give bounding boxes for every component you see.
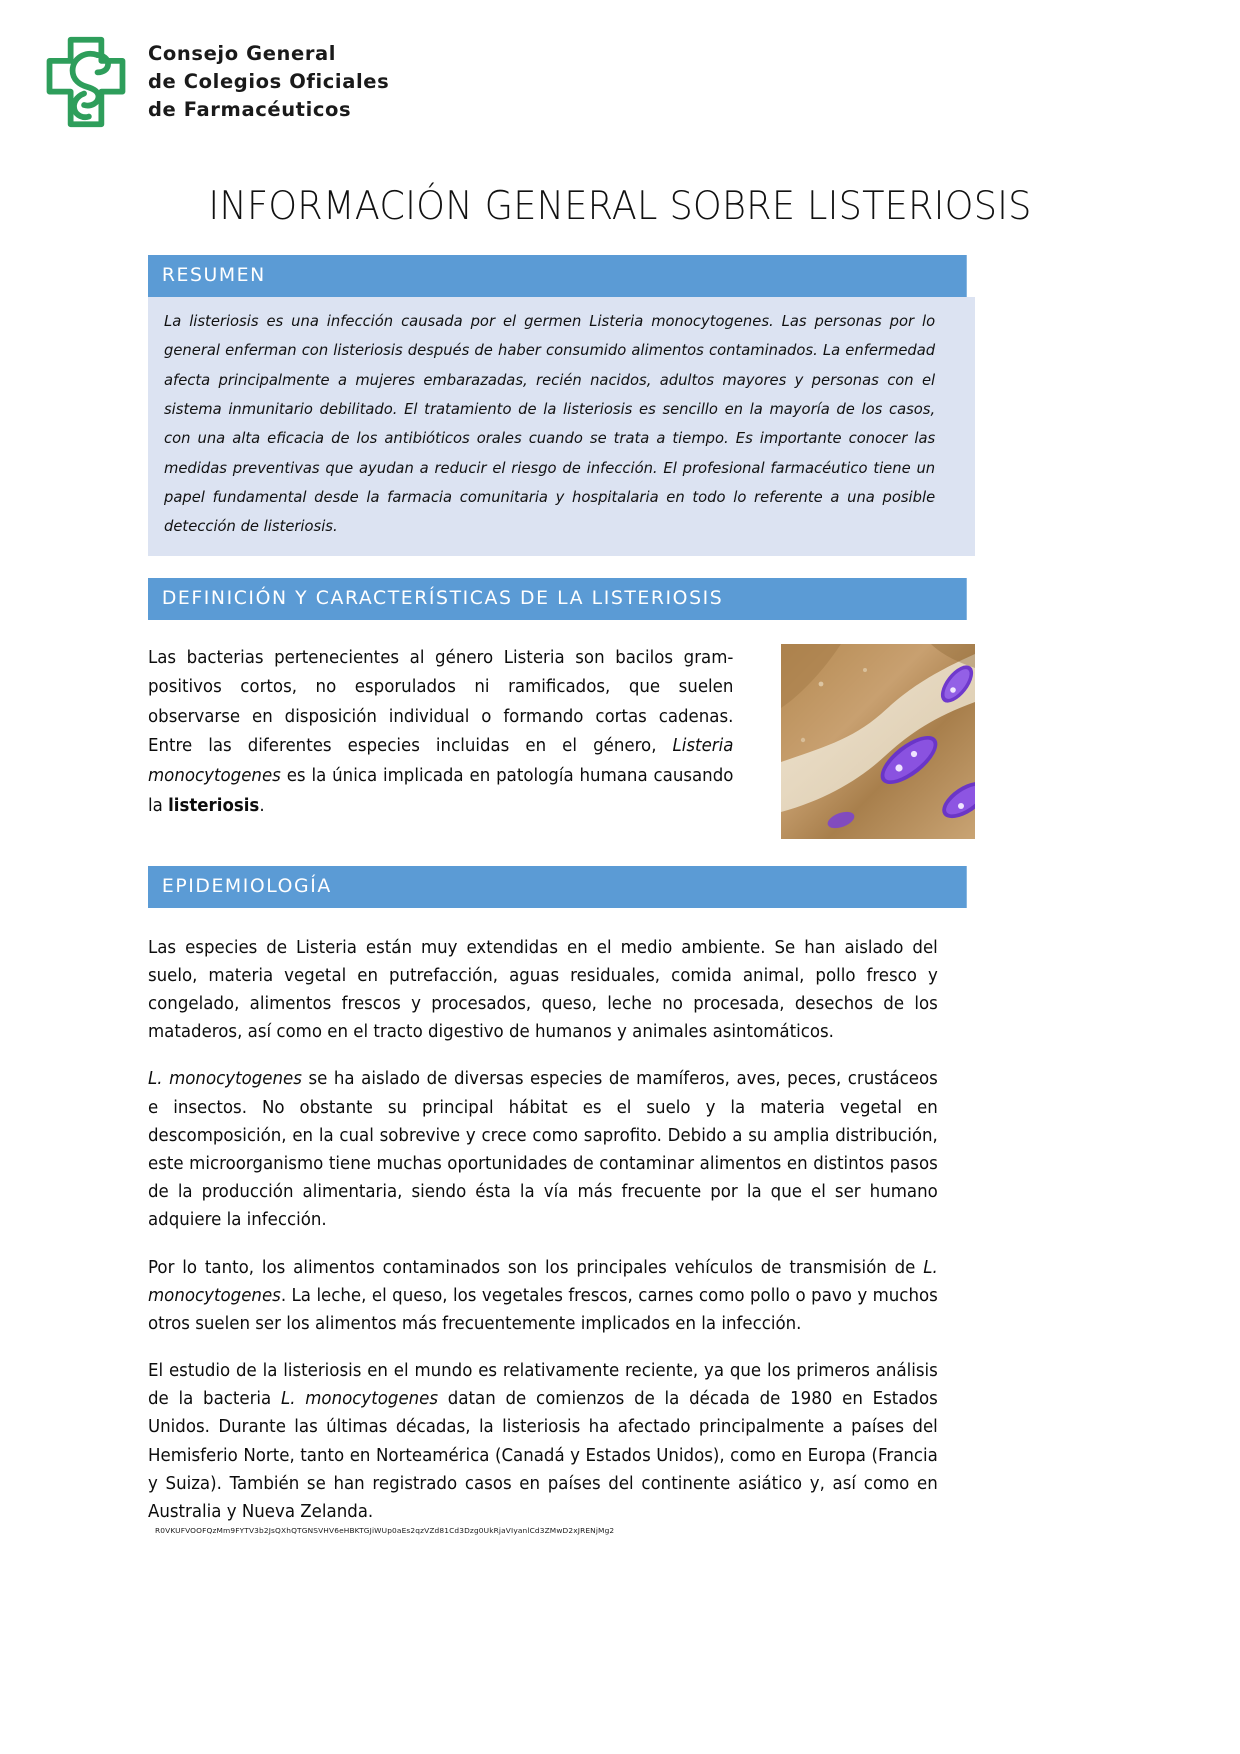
paragraph-2-text: se ha aislado de diversas especies de mamíferos, aves, peces, crustáceos e insectos. No obstante su principal hábitat es el suelo y la materia vegetal en descomposición, en la cual sobrevive y crece como saprofito. Debido a su amplia distribución, este microorganismo tiene muchas oportunidades de contaminar alimentos en distintos pasos de la producción alimentaria, siendo ésta la vía más frecuente por la que el ser humano adquiere la infección.	[148, 1069, 938, 1231]
section-header-epidemiologia: EPIDEMIOLOGÍA	[148, 866, 967, 908]
species-abbrev-italic: L. monocytogenes	[148, 1069, 302, 1090]
logo-line-2: de Colegios Oficiales	[148, 70, 390, 94]
definition-bold-term: listeriosis	[168, 795, 260, 816]
species-name-italic: Listeria monocytogenes	[148, 736, 734, 786]
paragraph-3-text-b: . La leche, el queso, los vegetales frescos, carnes como pollo o pavo y muchos otros suelen ser los alimentos más frecuentemente implicados en la infección.	[148, 1285, 938, 1334]
definition-text-part2: es la única implicada en patología humana causando la	[148, 765, 734, 816]
definition-paragraph	[148, 644, 733, 821]
abstract-box	[148, 297, 975, 556]
microscopy-listeria-image	[781, 644, 975, 839]
page-title: INFORMACIÓN GENERAL SOBRE LISTERIOSIS	[208, 184, 1032, 230]
epidemiology-paragraphs	[148, 934, 938, 1527]
species-abbrev-italic: L. monocytogenes	[280, 1389, 439, 1410]
paragraph-4-text-a: El estudio de la listeriosis en el mundo es relativamente reciente, ya que los primeros análisis de la bacteria	[148, 1361, 938, 1410]
abstract-text: La listeriosis es una infección causada por el germen Listeria monocytogenes. Las personas por lo general enferman con listeriosis después de haber consumido alimentos contaminados. La enfermedad afecta principalmente a mujeres embarazadas, recién nacidos, adultos mayores y personas con el sistema inmunitario debilitado. El tratamiento de la listeriosis es sencillo en la mayoría de los casos, con una alta eficacia de los antibióticos orales cuando se trata a tiempo. Es importante conocer las medidas preventivas que ayudan a reducir el riesgo de infección. El profesional farmacéutico tiene un papel fundamental desde la farmacia comunitaria y hospitalaria en todo lo referente a una posible detección de listeriosis.	[164, 312, 936, 536]
document-body	[148, 255, 975, 1526]
logo-line-1: Consejo General	[148, 42, 337, 66]
paragraph-3-text-a: Por lo tanto, los alimentos contaminados son los principales vehículos de transmisión de	[148, 1257, 924, 1278]
pharmacy-cross-caduceus-icon	[38, 34, 134, 130]
definition-text-part1: Las bacterias pertenecientes al género Listeria son bacilos gram-positivos cortos, no esporulados ni ramificados, que suelen observarse en disposición individual o formando cortas cadenas. Entre las diferentes especies incluidas en el género,	[148, 647, 734, 757]
organization-name	[148, 41, 389, 122]
footer-encoded-string: R0VKUFVOOFQzMm9FYTV3b2JsQXhQTGNSVHV6eHBKTGJiWUp0aEs2qzVZd81Cd3Dzg0UkRjaVIyanlCd3ZMwD2xJRENjMg2	[155, 1526, 615, 1535]
paragraph-4-text-b: datan de comienzos de la década de 1980 en Estados Unidos. Durante las últimas décadas, la listeriosis ha afectado principalmente a países del Hemisferio Norte, tanto en Norteamérica (Canadá y Estados Unidos), como en Europa (Francia y Suiza). También se han registrado casos en países del continente asiático y, así como en Australia y Nueva Zelanda.	[148, 1389, 938, 1522]
definition-text-part3: .	[259, 795, 265, 816]
definition-section	[148, 644, 975, 844]
logo-line-3: de Farmacéuticos	[148, 97, 352, 121]
organization-logo	[38, 34, 389, 130]
section-header-resumen: RESUMEN	[148, 255, 967, 297]
paragraph-3	[148, 1254, 938, 1339]
paragraph-1: Las especies de Listeria están muy extendidas en el medio ambiente. Se han aislado del suelo, materia vegetal en putrefacción, aguas residuales, comida animal, pollo fresco y congelado, alimentos frescos y procesados, queso, leche no procesada, desechos de los mataderos, así como en el tracto digestivo de humanos y animales asintomáticos.	[148, 937, 938, 1043]
paragraph-4	[148, 1357, 938, 1526]
species-abbrev-italic: L. monocytogenes	[148, 1257, 938, 1306]
spacer	[148, 556, 975, 578]
spacer	[148, 844, 975, 866]
section-header-definicion: DEFINICIÓN Y CARACTERÍSTICAS DE LA LISTERIOSIS	[148, 578, 967, 620]
paragraph-2	[148, 1065, 938, 1234]
